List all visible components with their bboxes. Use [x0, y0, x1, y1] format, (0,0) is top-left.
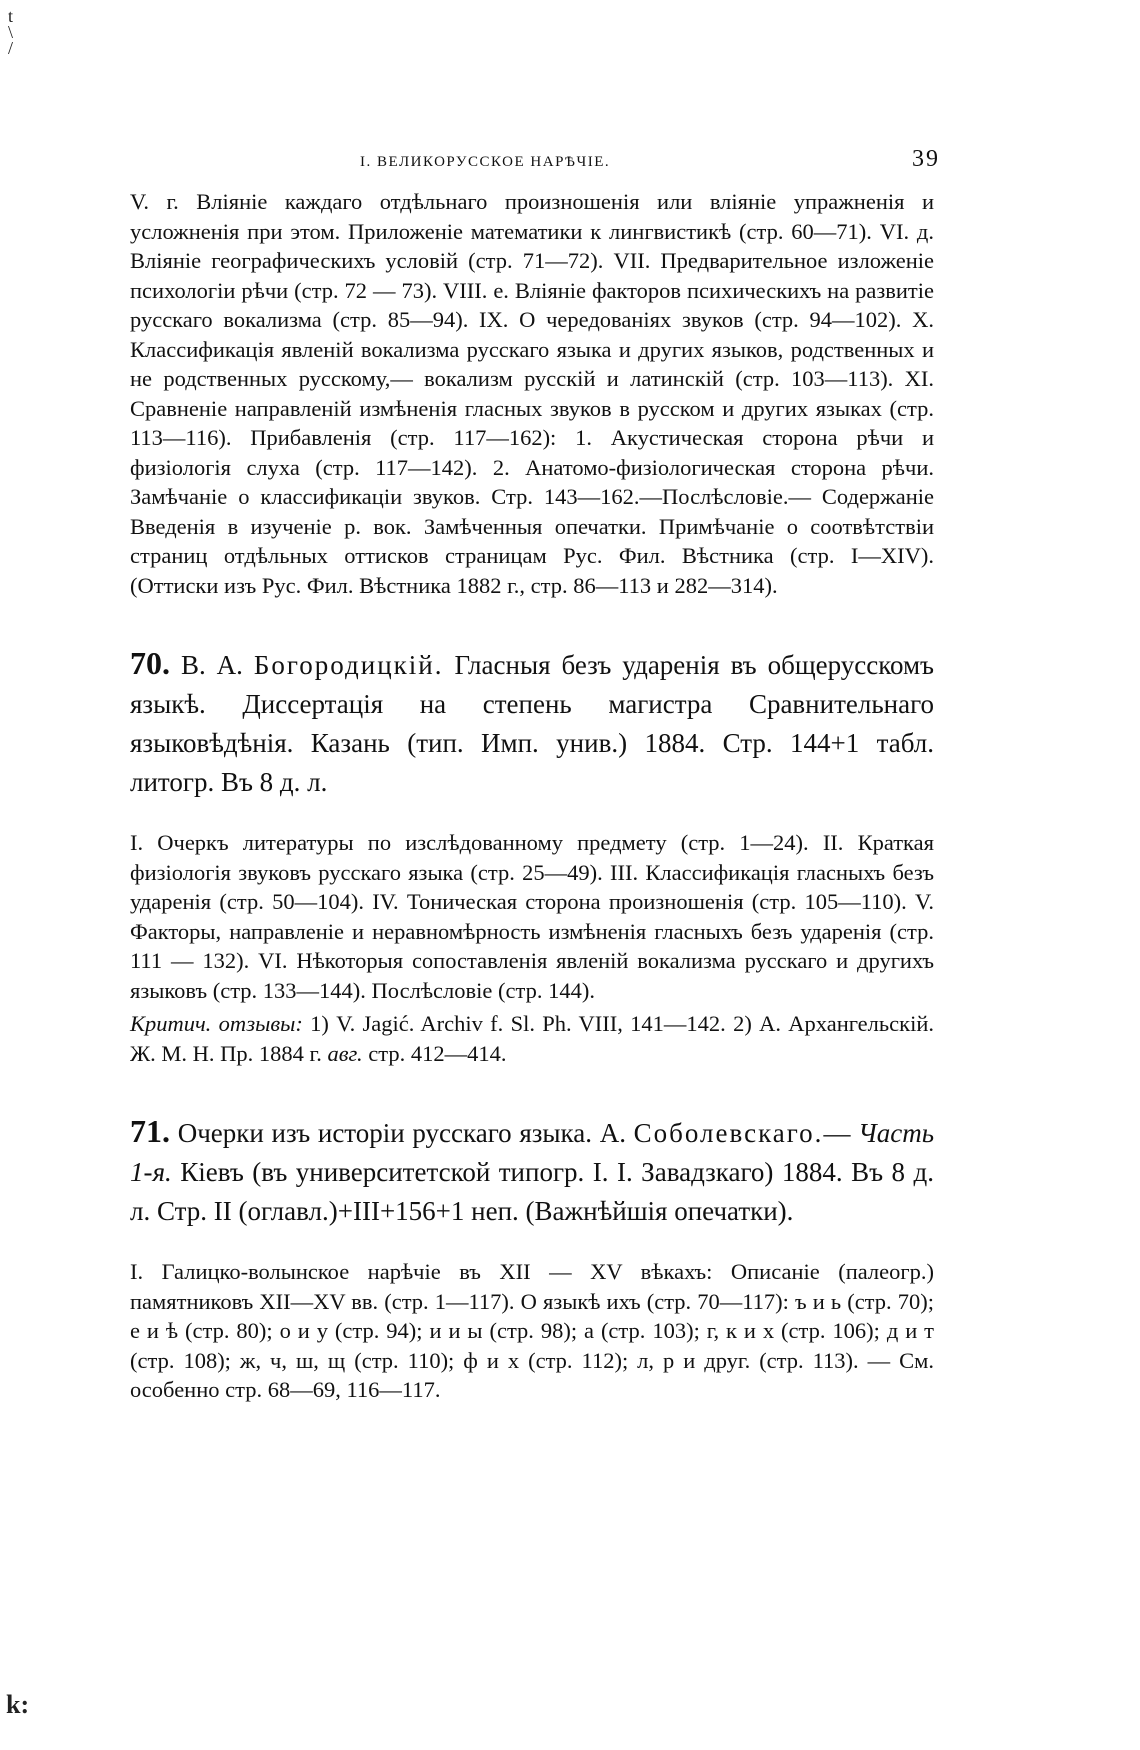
entry-70-contents: I. Очеркъ литературы по изслѣдованному предмету (стр. 1—24). II. Краткая физіологія звуковъ русскаго языка (стр. 25—49). III. Классификація гласныхъ безъ ударенія (стр. 50—104). IV. Тоническая сторона произношенія (стр. 105—110). V. Факторы, направленіе и неравномѣрность измѣненія гласныхъ безъ ударенія (стр. 111 — 132). VI. Нѣкоторыя сопоставленія явленій вокализма русскаго и другихъ языковъ (стр. 133—144). Послѣсловіе (стр. 144).: [130, 830, 934, 1003]
entry-title-start: Очерки изъ исторіи русскаго языка. А.: [177, 1118, 626, 1148]
entry-dash: —: [823, 1118, 851, 1148]
margin-marks: [8, 8, 13, 56]
bottom-margin-mark: k:: [6, 1690, 30, 1719]
entry-number: 70.: [130, 645, 170, 681]
reviews-label: Критич. отзывы:: [130, 1011, 303, 1036]
entry-70-heading: [130, 644, 934, 802]
page-header: [195, 148, 940, 178]
reviews-text: 1) V. Jagić. Archiv f. Sl. Ph. VIII, 141—142. 2) А. Архангельскій. Ж. М. Н. Пр. 1884 г.: [130, 1011, 934, 1066]
reviews-abbr: авг.: [327, 1040, 363, 1066]
entry-author-name: Богородицкій.: [253, 650, 444, 680]
entry-71-heading: [130, 1112, 934, 1231]
entry-number: 71.: [130, 1113, 170, 1149]
contents-paragraph: V. г. Вліяніе каждаго отдѣльнаго произношенія или вліяніе упражненія и усложненія при этом. Приложеніе математики к лингвистикѣ (стр. 60—71). VI. д. Вліяніе географическихъ условій (стр. 71—72). VII. Предварительное изложеніе психологіи рѣчи (стр. 72 — 73). VIII. е. Вліяніе факторов психическихъ на развитіе русскаго вокализма (стр. 85—94). IX. О чередованіях звуков (стр. 94—102). X. Классификація явленій вокализма русскаго языка и других языков, родственных и не родственных русскому,— вокализм русскій и латинскій (стр. 103—113). XI. Сравненіе направленій измѣненія гласных звуков в русском и других языках (стр. 113—116). Прибавленія (стр. 117—162): 1. Акустическая сторона рѣчи и физіологія слуха (стр. 117—142). 2. Анатомо-физіологическая сторона рѣчи. Замѣчаніе о классификаціи звуков. Стр. 143—162.—Послѣсловіе.— Содержаніе Введенія в изученіе р. вок. Замѣченныя опечатки. Примѣчаніе о соотвѣтствіи страниц отдѣльных оттисков страницам Рус. Фил. Вѣстника (стр. I—XIV). (Оттиски изъ Рус. Фил. Вѣстника 1882 г., стр. 86—113 и 282—314).: [130, 189, 934, 598]
margin-mark: \: [8, 22, 14, 42]
page-content: [130, 187, 934, 1405]
entry-author-name: Соболевскаго.: [633, 1118, 824, 1148]
margin-mark: t: [8, 6, 14, 26]
entry-70-reviews: [130, 1009, 934, 1068]
entry-title: Кіевъ (въ университетской типогр. I. I. Завадзкаго) 1884. Въ 8 д. л. Стр. II (оглавл.)+III+156+1 неп. (Важнѣйшія опечатки).: [130, 1157, 934, 1226]
entry-title: Гласныя безъ ударенія въ общерусскомъ языкѣ. Диссертація на степень магистра Сравнительнаго языковѣдѣнія. Казань (тип. Имп. унив.) 1884. Стр. 144+1 табл. литогр. Въ 8 д. л.: [130, 650, 935, 797]
margin-mark: /: [8, 38, 14, 58]
entry-part-label: Часть 1-я.: [130, 1118, 935, 1187]
running-title: I. ВЕЛИКОРУССКОЕ НАРѢЧІЕ.: [360, 154, 611, 170]
reviews-tail: стр. 412—414.: [362, 1040, 507, 1066]
page-number: 39: [912, 146, 940, 172]
entry-author-initials: В. А.: [180, 650, 243, 680]
entry-71-contents: I. Галицко-волынское нарѣчіе въ XII — XV вѣкахъ: Описаніе (палеогр.) памятниковъ XII—XV вв. (стр. 1—117). О языкѣ ихъ (стр. 70—117): ъ и ь (стр. 70); е и ѣ (стр. 80); о и у (стр. 94); и и ы (стр. 98); а (стр. 103); г, к и х (стр. 106); д и т (стр. 108); ж, ч, ш, щ (стр. 110); ф и х (стр. 112); л, р и друг. (стр. 113). — См. особенно стр. 68—69, 116—117.: [130, 1259, 934, 1402]
